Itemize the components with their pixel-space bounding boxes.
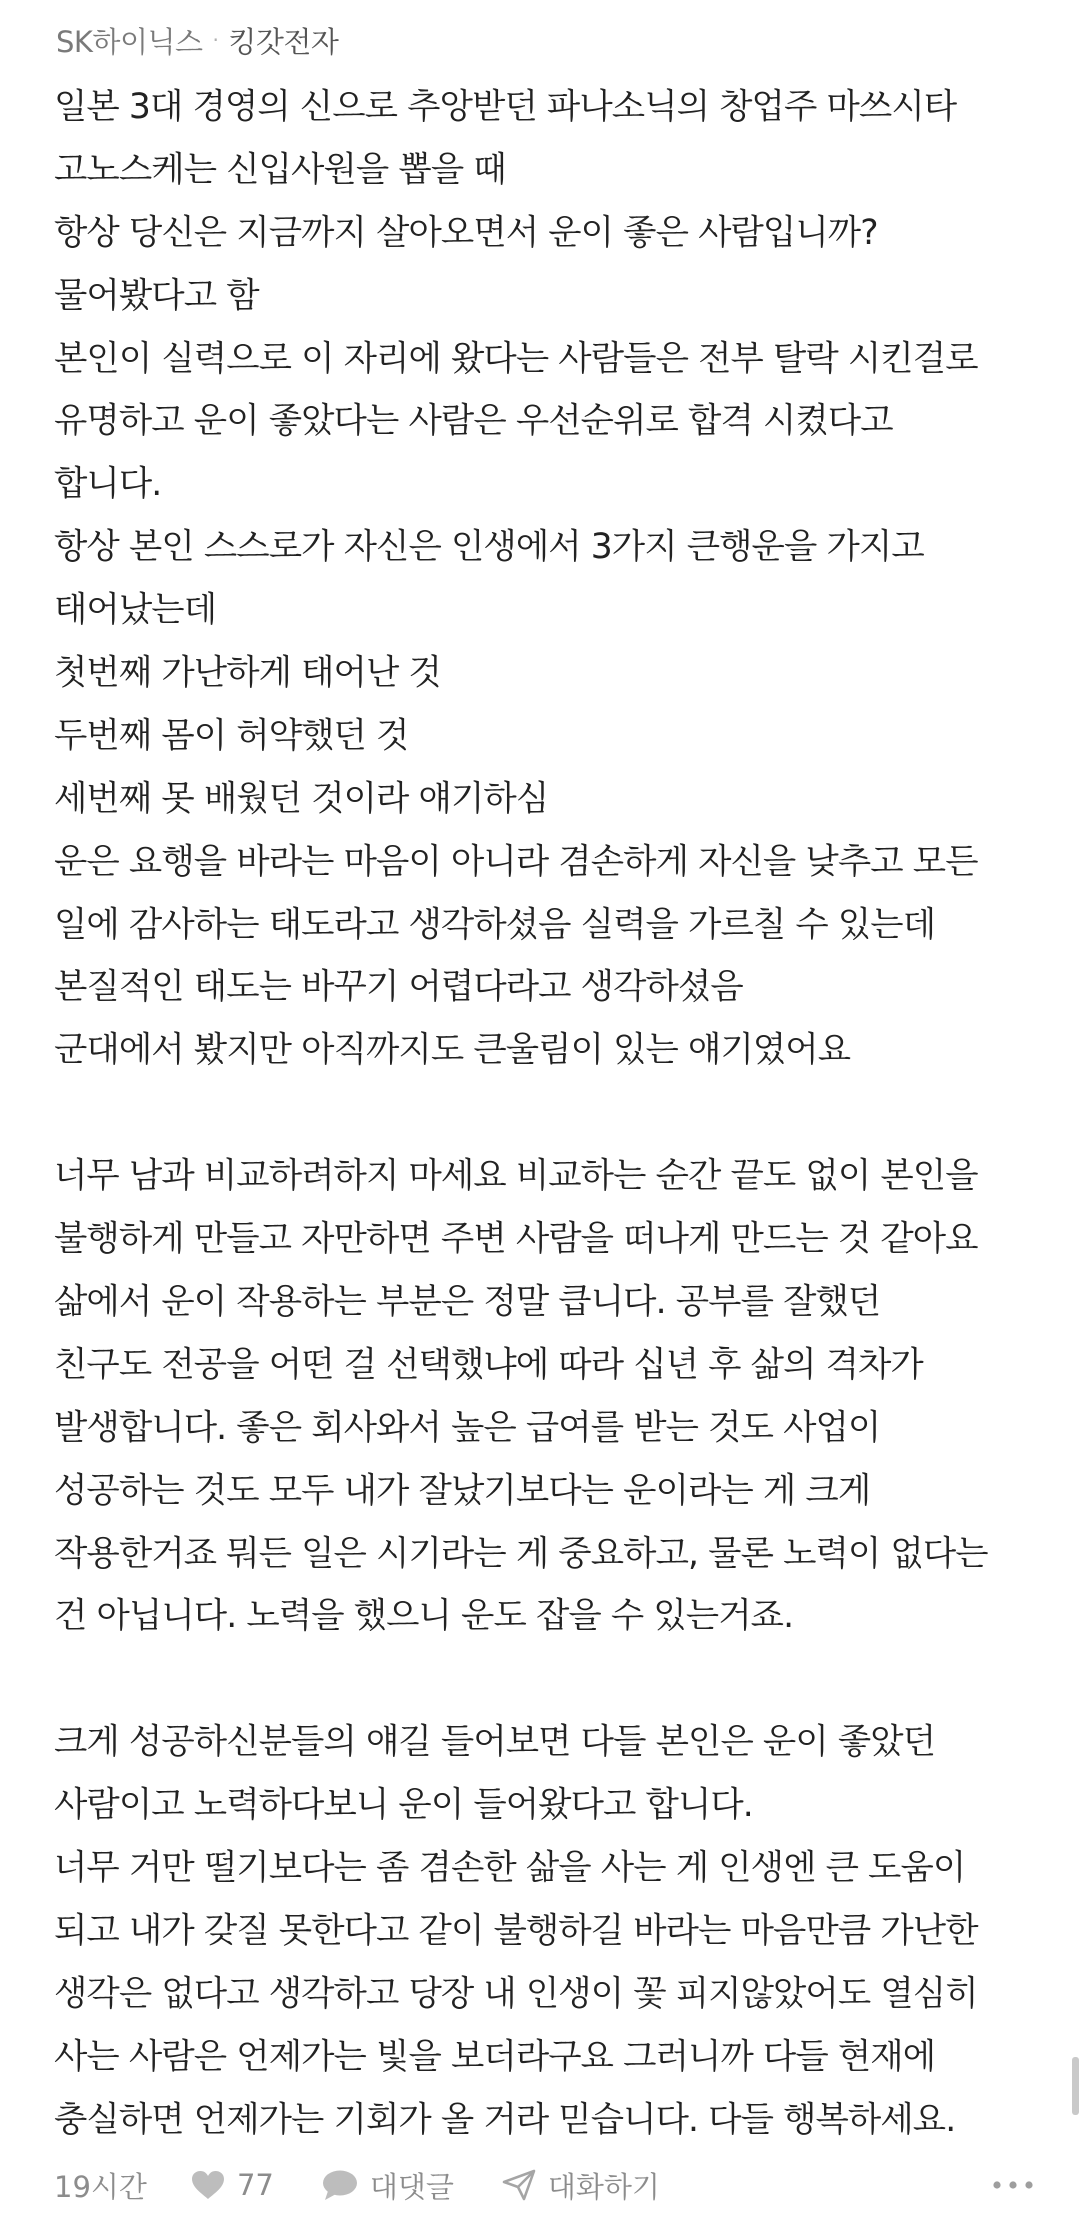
comment-header — [56, 18, 338, 62]
text-line: 합니다. — [54, 464, 162, 505]
separator-dot: · — [212, 28, 219, 52]
text-line: 되고 내가 갖질 못한다고 같이 불행하길 바라는 마음만큼 가난한 — [54, 1911, 978, 1952]
text-line: 불행하게 만들고 자만하면 주변 사람을 떠나게 만드는 것 같아요 — [54, 1219, 978, 1260]
text-line: 본인이 실력으로 이 자리에 왔다는 사람들은 전부 탈락 시킨걸로 — [54, 338, 978, 379]
author-company[interactable]: SK하이닉스 — [56, 24, 203, 59]
timestamp: 19시간 — [54, 2169, 147, 2204]
more-horizontal-icon — [992, 2180, 1034, 2190]
paragraph — [54, 1145, 1044, 1648]
text-line: 두번째 몸이 허약했던 것 — [54, 715, 409, 756]
text-line: 군대에서 봤지만 아직까지도 큰울림이 있는 얘기였어요 — [54, 1030, 851, 1071]
text-line: 사람이고 노력하다보니 운이 들어왔다고 합니다. — [54, 1785, 753, 1826]
paragraph-gap — [54, 1648, 1044, 1711]
paragraph-gap — [54, 1082, 1044, 1145]
text-line: 일에 감사하는 태도라고 생각하셨음 실력을 가르칠 수 있는데 — [54, 904, 936, 945]
scrollbar-thumb[interactable] — [1072, 2057, 1079, 2115]
send-arrow-icon — [502, 2169, 536, 2201]
like-button[interactable] — [191, 2168, 274, 2202]
text-line: 크게 성공하신분들의 얘길 들어보면 다들 본인은 운이 좋았던 — [54, 1722, 936, 1763]
paragraph — [54, 76, 1044, 1082]
chat-button[interactable] — [502, 2165, 660, 2206]
text-line: 본질적인 태도는 바꾸기 어렵다라고 생각하셨음 — [54, 967, 743, 1008]
text-line: 유명하고 운이 좋았다는 사람은 우선순위로 합격 시켰다고 — [54, 401, 893, 442]
text-line: 발생합니다. 좋은 회사와서 높은 급여를 받는 것도 사업이 — [54, 1407, 881, 1448]
text-line: 일본 3대 경영의 신으로 추앙받던 파나소닉의 창업주 마쓰시타 — [54, 87, 957, 127]
text-line: 고노스케는 신입사원을 뽑을 때 — [54, 149, 506, 190]
text-line: 성공하는 것도 모두 내가 잘났기보다는 운이라는 게 크게 — [54, 1470, 871, 1511]
heart-icon — [191, 2170, 225, 2200]
text-line: 사는 사람은 언제가는 빛을 보더라구요 그러니까 다들 현재에 — [54, 2036, 936, 2077]
text-line: 항상 당신은 지금까지 살아오면서 운이 좋은 사람입니까? — [54, 212, 878, 253]
text-line: 건 아닙니다. 노력을 했으니 운도 잡을 수 있는거죠. — [54, 1596, 794, 1637]
text-line: 너무 거만 떨기보다는 좀 겸손한 삶을 사는 게 인생엔 큰 도움이 — [54, 1848, 966, 1889]
text-line: 삶에서 운이 작용하는 부분은 정말 큽니다. 공부를 잘했던 — [54, 1282, 881, 1323]
text-line: 충실하면 언제가는 기회가 올 거라 믿습니다. 다들 행복하세요. — [54, 2099, 956, 2140]
chat-label: 대화하기 — [547, 2169, 660, 2204]
text-line: 작용한거죠 뭐든 일은 시기라는 게 중요하고, 물론 노력이 없다는 — [54, 1533, 988, 1574]
reply-button[interactable] — [322, 2165, 454, 2206]
text-line: 운은 요행을 바라는 마음이 아니라 겸손하게 자신을 낮추고 모든 — [54, 841, 978, 882]
text-line: 태어났는데 — [54, 590, 217, 631]
reply-label: 대댓글 — [369, 2169, 454, 2204]
text-line: 항상 본인 스스로가 자신은 인생에서 3가지 큰행운을 가지고 — [54, 527, 924, 568]
more-button[interactable] — [992, 2160, 1034, 2210]
comment-footer — [54, 2160, 1034, 2210]
speech-bubble-icon — [322, 2169, 358, 2201]
comment-body — [54, 76, 1044, 2152]
text-line: 첫번째 가난하게 태어난 것 — [54, 653, 441, 694]
text-line: 친구도 전공을 어떤 걸 선택했냐에 따라 십년 후 삶의 격차가 — [54, 1344, 923, 1385]
text-line: 세번째 못 배웠던 것이라 얘기하심 — [54, 778, 549, 819]
text-line: 너무 남과 비교하려하지 마세요 비교하는 순간 끝도 없이 본인을 — [54, 1156, 978, 1197]
like-count: 77 — [236, 2168, 274, 2202]
paragraph — [54, 1711, 1044, 2151]
text-line: 물어봤다고 함 — [54, 275, 259, 316]
text-line: 생각은 없다고 생각하고 당장 내 인생이 꽃 피지않았어도 열심히 — [54, 1973, 978, 2014]
author-nickname[interactable]: 킹갓전자 — [228, 24, 339, 59]
